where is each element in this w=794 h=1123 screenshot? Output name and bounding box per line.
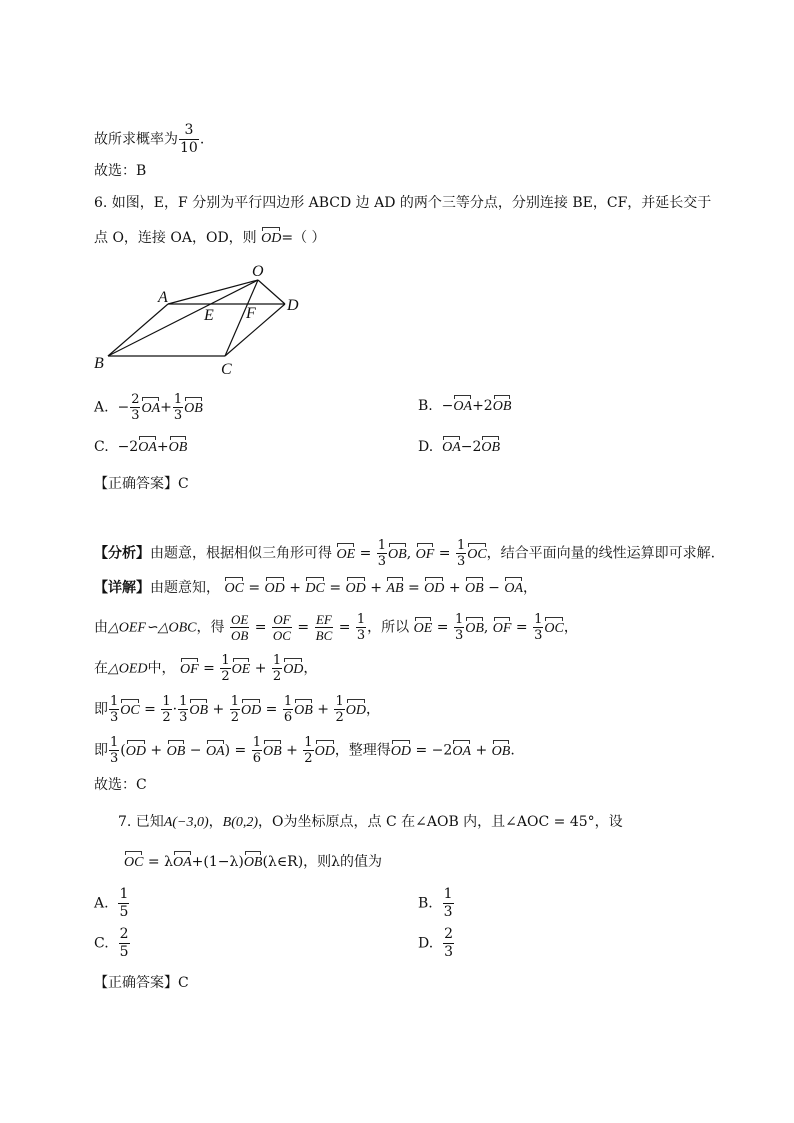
q7-option-a[interactable]: A. $\frac{1}{5}$ <box>94 886 129 920</box>
q7-option-d[interactable]: D. $\frac{2}{3}$ <box>418 926 454 960</box>
q6-option-b[interactable]: B. −OA+2OB <box>418 396 511 417</box>
label-B: B <box>94 355 104 372</box>
label-C: C <box>221 361 232 378</box>
label-O: O <box>252 263 264 280</box>
q6-detail-line4: 即 $\frac{1}{3}$ OC = $\frac{1}{2}$ · $\frac{1}{3}$ OB + $\frac{1}{2}$ OD = $\frac{1}{6}$ OB + $\frac{1}{2}$ OD， <box>94 694 380 725</box>
q6-detail-line5: 即 $\frac{1}{3}$ (OD + OB − OA) = $\frac{1}{6}$ OB + $\frac{1}{2}$ OD，整理得OD = −2OA + OB. <box>94 735 515 766</box>
q6-final-choice: 故选：C <box>94 777 147 793</box>
label-F: F <box>246 305 256 322</box>
q6-detail-line1: 【详解】由题意知， OC = OD + DC = OD + AB = OD + OB − OA， <box>94 578 537 599</box>
answer-choice-line: 故选：B <box>94 163 147 179</box>
q6-detail-line3: 在△OED中， OF = $\frac{1}{2}$ OE + $\frac{1}{2}$ OD， <box>94 653 318 684</box>
probability-line: 故所求概率为 $\frac{3}{10}$ . <box>94 122 205 156</box>
label-E: E <box>204 307 214 324</box>
q6-stem-line1: 6. 如图，E，F 分别为平行四边形 ABCD 边 AD 的两个三等分点，分别连接 BE，CF，并延长交于 <box>94 195 712 211</box>
label-A: A <box>158 289 168 306</box>
q7-option-c[interactable]: C. $\frac{2}{5}$ <box>94 926 129 960</box>
q6-detail-line2: 由△OEF∽△OBC，得 $\frac{OE}{OB}$ = $\frac{OF}{OC}$ = $\frac{EF}{BC}$ = $\frac{1}{3}$ ，所以 OE = $\frac{1}{3}$ OB, OF = $\frac{1}{3}$ OC， <box>94 612 578 643</box>
q7-stem-line1: 7. 已知A(−3,0)，B(0,2)，O为坐标原点，点 C 在∠AOB 内，且∠AOC = 45°，设 <box>118 814 623 830</box>
q6-option-a[interactable]: A. − $\frac{2}{3}$ OA+ $\frac{1}{3}$ OB <box>94 392 203 423</box>
q6-correct-answer: 【正确答案】C <box>94 476 189 492</box>
q7-option-b[interactable]: B. $\frac{1}{3}$ <box>418 886 453 920</box>
q6-option-d[interactable]: D. OA−2OB <box>418 437 500 458</box>
q6-option-c[interactable]: C. −2OA+OB <box>94 437 187 458</box>
fraction: $\frac{3}{10}$ <box>180 122 198 156</box>
q7-stem-line2: OC = λOA+(1−λ)OB(λ∈R)，则λ的值为 <box>124 852 382 873</box>
q6-stem-line2: 点 O，连接 OA，OD，则 OD=（ ） <box>94 228 326 249</box>
parallelogram-figure <box>90 258 320 380</box>
label-D: D <box>287 297 299 314</box>
q6-analysis: 【分析】由题意，根据相似三角形可得 OE = $\frac{1}{3}$ OB, OF = $\frac{1}{3}$ OC，结合平面向量的线性运算即可求解. <box>94 538 716 569</box>
q7-correct-answer: 【正确答案】C <box>94 975 189 991</box>
figure-lines <box>108 280 285 356</box>
